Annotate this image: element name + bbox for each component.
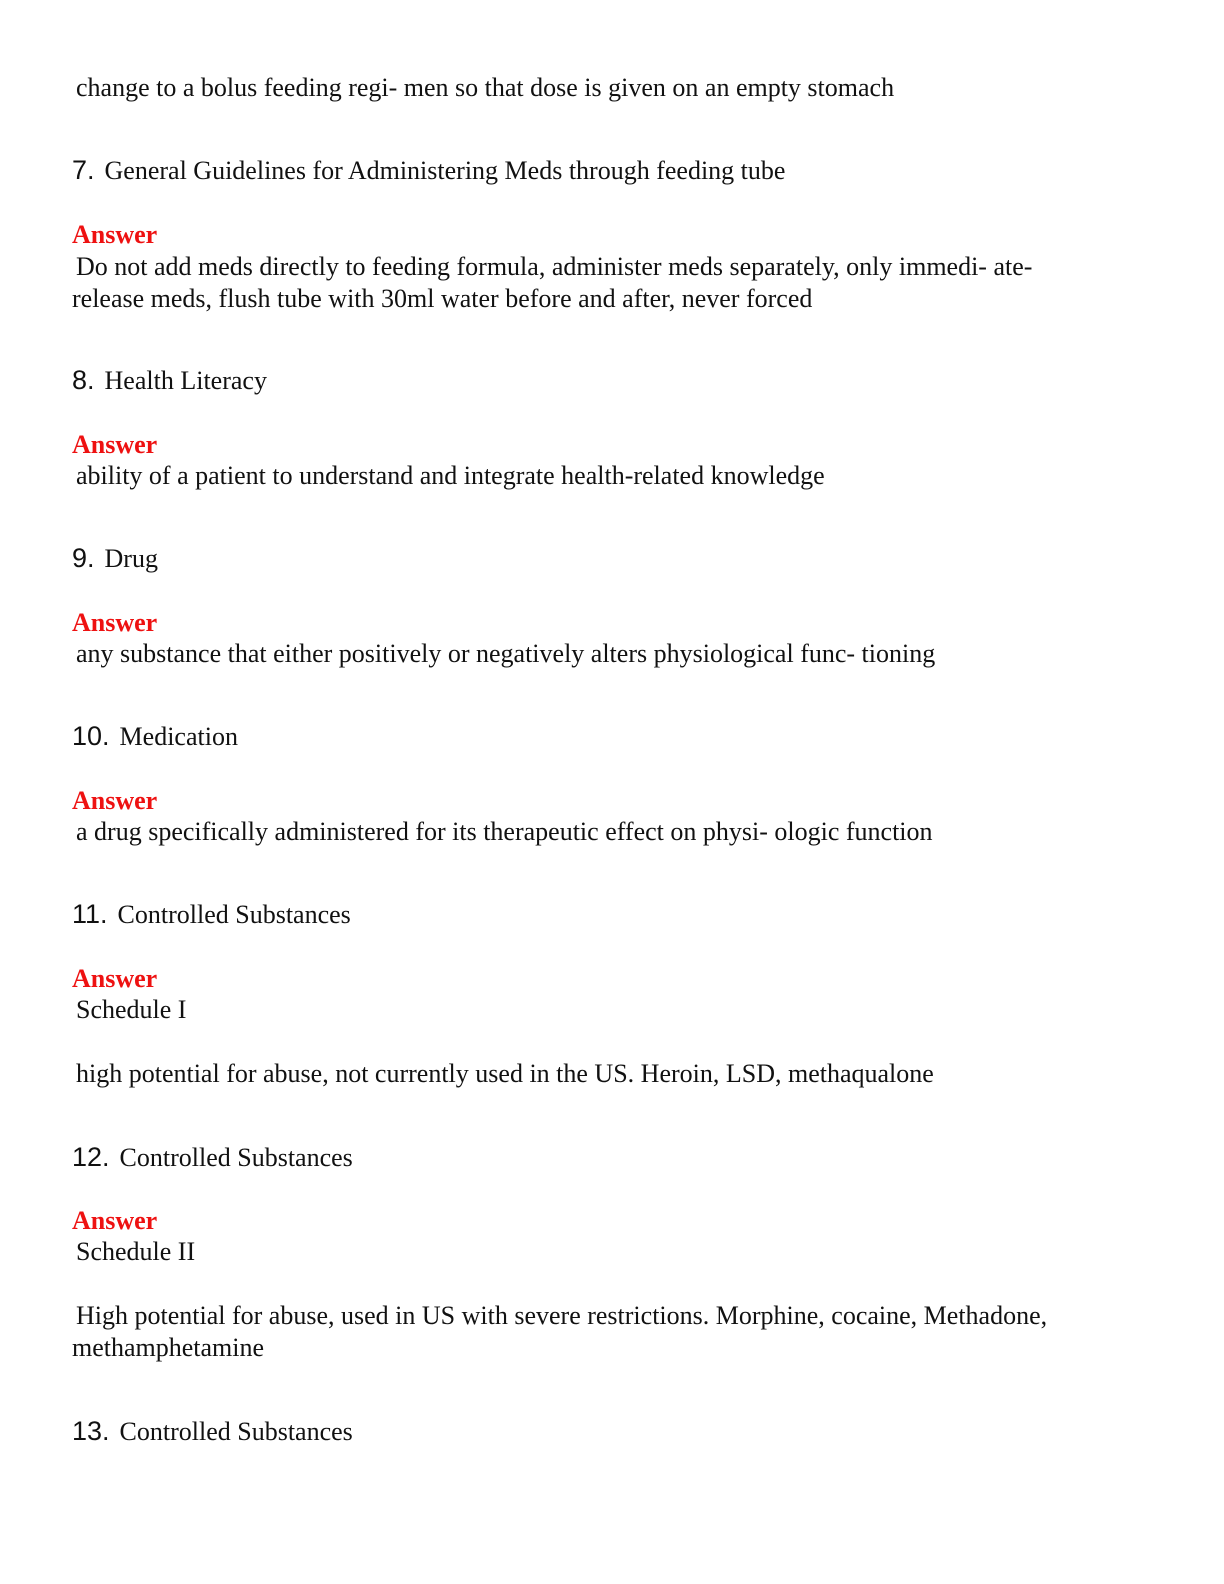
- answer-label: Answer: [72, 964, 158, 993]
- question-13: [72, 1415, 353, 1448]
- answer-9: any substance that either positively or negatively alters physiological func- tioning: [76, 639, 936, 668]
- answer-label: Answer: [72, 786, 158, 815]
- question-number: 12.: [72, 1142, 110, 1172]
- answer-11-detail: high potential for abuse, not currently used in the US. Heroin, LSD, methaqualone: [76, 1059, 934, 1088]
- question-title: Controlled Substances: [119, 1417, 353, 1446]
- answer-11: Schedule I: [76, 995, 187, 1024]
- answer-label: Answer: [72, 1206, 158, 1235]
- question-7: [72, 154, 785, 187]
- question-number: 10.: [72, 721, 110, 751]
- question-title: Controlled Substances: [119, 1143, 353, 1172]
- answer-label: Answer: [72, 220, 158, 249]
- detail-line: methamphetamine: [72, 1333, 265, 1362]
- detail-line: High potential for abuse, used in US with severe restrictions. Morphine, cocaine, Methadone,: [76, 1301, 1048, 1330]
- answer-line: Do not add meds directly to feeding formula, administer meds separately, only immedi- ate-: [76, 252, 1033, 281]
- question-8: [72, 364, 267, 397]
- answer-line: release meds, flush tube with 30ml water before and after, never forced: [72, 284, 813, 313]
- question-number: 9.: [72, 543, 95, 573]
- question-title: Health Literacy: [104, 366, 267, 395]
- question-9: [72, 542, 158, 575]
- answer-label: Answer: [72, 608, 158, 637]
- intro-text: change to a bolus feeding regi- men so that dose is given on an empty stomach: [76, 73, 895, 102]
- question-number: 8.: [72, 365, 95, 395]
- answer-label: Answer: [72, 430, 158, 459]
- answer-7: [72, 251, 1132, 315]
- answer-8: ability of a patient to understand and integrate health-related knowledge: [76, 461, 825, 490]
- question-12: [72, 1141, 353, 1174]
- question-11: [72, 898, 351, 931]
- question-title: Controlled Substances: [117, 900, 351, 929]
- question-number: 13.: [72, 1416, 110, 1446]
- question-title: Medication: [119, 722, 238, 751]
- question-title: Drug: [104, 544, 158, 573]
- question-number: 11.: [72, 899, 108, 929]
- question-10: [72, 720, 238, 753]
- answer-12-detail: [72, 1300, 1132, 1364]
- answer-12: Schedule II: [76, 1237, 196, 1266]
- question-title: General Guidelines for Administering Meds through feeding tube: [104, 156, 786, 185]
- question-number: 7.: [72, 155, 95, 185]
- answer-10: a drug specifically administered for its therapeutic effect on physi- ologic function: [76, 817, 933, 846]
